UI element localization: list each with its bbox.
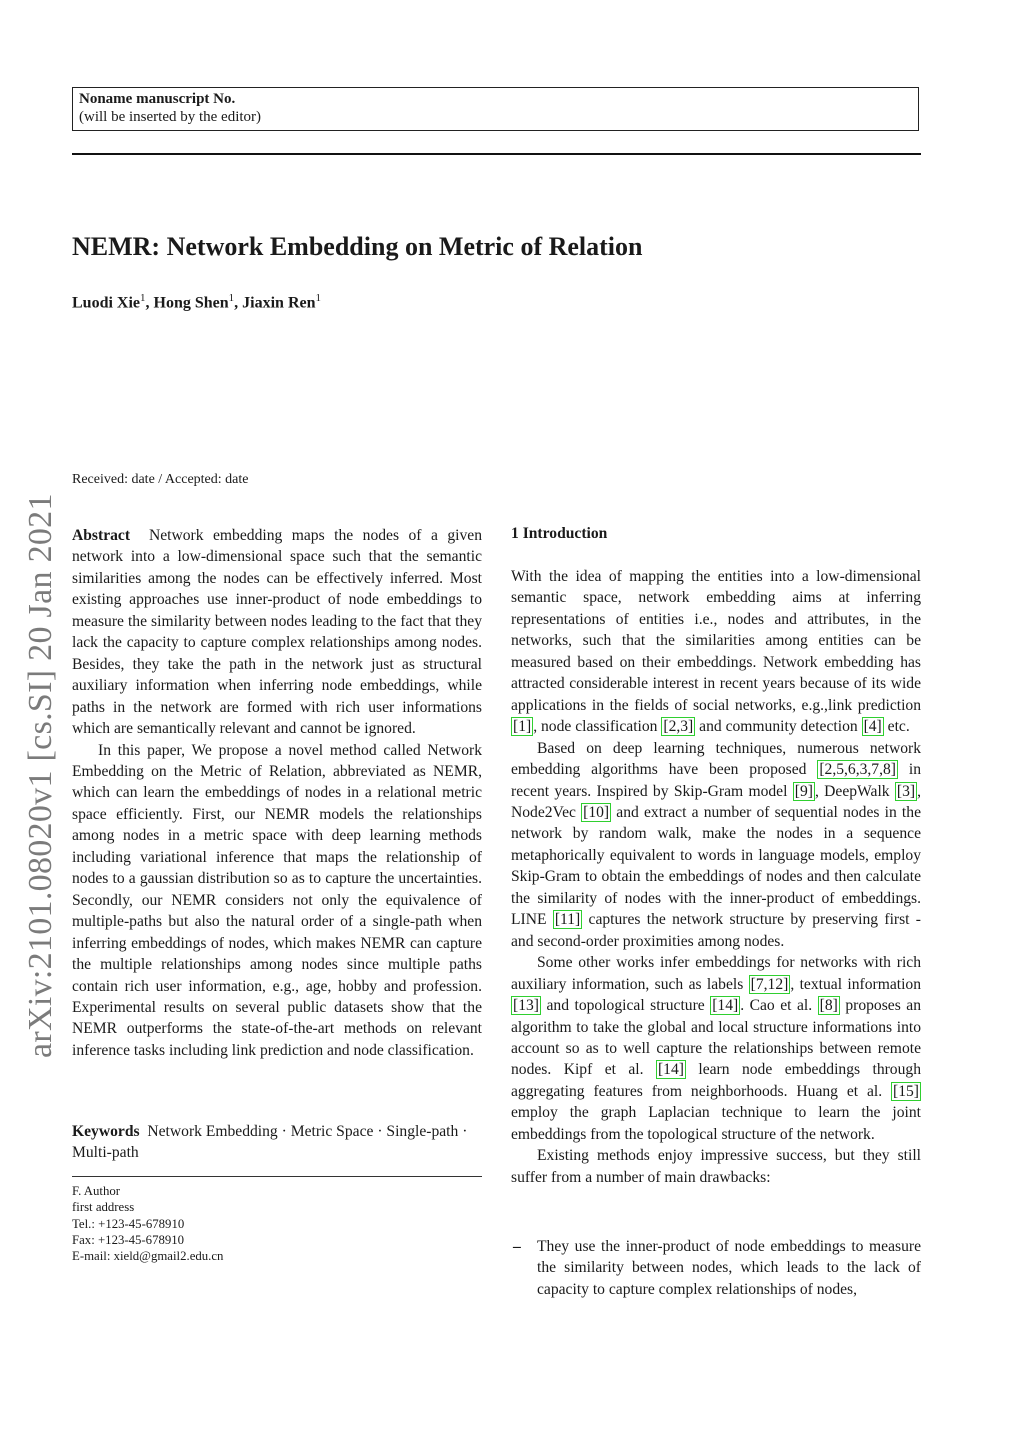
abstract-paragraph <box>72 525 482 740</box>
author-name: Hong Shen <box>153 294 229 312</box>
intro-paragraph: With the idea of mapping the entities into a low-dimensional semantic space, network embedding aims at inferring representations of entities i.e., nodes and attributes, in the networks, such that the similarities among entities can be measured based on their embeddings. Network embedding has attracted considerable interest in recent years because of its wide applications in the fields of social networks, e.g.,link prediction [1] , node classification [2,3] and community detection [4] etc. <box>511 568 921 736</box>
citation-link[interactable]: [2,5,6,3,7,8] <box>819 761 896 779</box>
editor-header-box <box>72 87 919 131</box>
footnote-tel: Tel.: +123-45-678910 <box>72 1216 185 1231</box>
editor-note: (will be inserted by the editor) <box>79 109 262 125</box>
citation-link[interactable]: [10] <box>583 803 610 821</box>
author-affiliation: 1 <box>228 292 235 304</box>
arxiv-stamp: arXiv:2101.08020v1 [cs.SI] 20 Jan 2021 <box>22 493 59 1058</box>
citation-link[interactable]: [7,12] <box>750 975 789 993</box>
author-name: Luodi Xie <box>72 294 141 312</box>
manuscript-number: Noname manuscript No. <box>79 91 236 107</box>
citation-link[interactable]: [4] <box>863 718 882 736</box>
section-heading: 1 Introduction <box>511 525 608 542</box>
footnote-rule <box>72 1176 482 1177</box>
paper-title: NEMR: Network Embedding on Metric of Relation <box>72 232 643 261</box>
keywords-label: Keywords <box>72 1123 140 1140</box>
footnote-address: first address <box>72 1200 135 1215</box>
citation-link[interactable]: [14] <box>712 997 739 1015</box>
citation-link[interactable]: [2,3] <box>663 718 694 736</box>
abstract-paragraph: In this paper, We propose a novel method called Network Embedding on the Metric of Relation, abbreviated as NEMR, which can learn the embeddings of nodes in a relational metric space efficiently. First, our NEMR models the relationships among nodes in a metric space with deep learning methods including variational inference that maps the relationship of nodes to a gaussian distribution so as to capture the uncertainties. Secondly, our NEMR considers not only the equivalence of multiple-paths but also the natural order of a single-path when inferring embeddings of nodes, which makes NEMR can capture the multiple relationships among nodes since multiple paths contain rich user information, e.g., age, hobby and profession. Experimental results on several public datasets show that the NEMR outperforms the state-of-the-art methods on relevant inference tasks including link prediction and node classification. <box>72 741 482 1059</box>
author-footnote <box>72 1183 223 1264</box>
footnote-author: F. Author <box>72 1184 121 1198</box>
abstract <box>72 525 482 1061</box>
author-affiliation: 1 <box>140 292 146 304</box>
author-list: Luodi Xie$^1$, Hong Shen$^1$, Jiaxin Ren$^1$ <box>72 292 321 312</box>
bullet-text: They use the inner-product of node embeddings to measure the similarity between nodes, which leads to the lack of capacity to capture complex relationships of nodes, <box>537 1238 921 1298</box>
intro-paragraph: Existing methods enjoy impressive success, but they still suffer from a number of main drawbacks: <box>511 1147 921 1186</box>
citation-link[interactable]: [3] <box>896 782 916 800</box>
footnote-fax: Fax: +123-45-678910 <box>72 1232 185 1247</box>
intro-paragraph: Some other works infer embeddings for networks with rich auxiliary information, such as labels [7,12] , textual information [13] and topological structure [14] . Cao et al. [8] proposes an algorithm to take the global and local structure informations into account so as to well capture the relationships between remote nodes. Kipf et al. [14] learn node embeddings through aggregating features from neighborhoods. Huang et al. [15] employ the graph Laplacian technique to learn the joint embeddings from the topological structure of the network. <box>511 954 921 1143</box>
citation-link[interactable]: [14] <box>657 1061 684 1079</box>
keywords-text: Network Embedding · Metric Space · Single-path · Multi-path <box>72 1123 468 1162</box>
citation-link[interactable]: [11] <box>554 911 581 929</box>
top-rule <box>72 153 921 155</box>
abstract-text: Network embedding maps the nodes of a given network into a low-dimensional space such that the semantic similarities among the nodes can be effectively inferred. Most existing approaches use inner-product of node embeddings to measure the similarity between nodes leading to the fact that they lack the capacity to capture complex relationships among nodes. Besides, they take the path in the network just as structural auxiliary information when inferring node embeddings, while paths in the network are formed with rich user informations which are semantically relevant and cannot be ignored. <box>72 527 482 738</box>
author-name: Jiaxin Ren <box>242 294 316 312</box>
abstract-label: Abstract <box>72 527 131 544</box>
drawback-list-item <box>511 1236 921 1300</box>
received-date: Received: date / Accepted: date <box>72 472 249 487</box>
citation-link[interactable]: [15] <box>893 1082 919 1100</box>
introduction <box>511 566 921 1188</box>
citation-link[interactable]: [9] <box>794 782 813 800</box>
citation-link[interactable]: [1] <box>513 718 532 736</box>
citation-link[interactable]: [8] <box>819 997 838 1015</box>
citation-link[interactable]: [13] <box>513 997 539 1015</box>
author-affiliation: 1 <box>315 292 321 304</box>
keywords <box>72 1121 482 1164</box>
bullet-dash: – <box>513 1238 521 1255</box>
intro-paragraph: Based on deep learning techniques, numerous network embedding algorithms have been proposed [2,5,6,3,7,8] in recent years. Inspired by Skip-Gram model [9] , DeepWalk [3] , Node2Vec [10] and extract a number of sequential nodes in the network by random walk, make the nodes in a sequence metaphorically equivalent to words in language models, employ Skip-Gram to obtain the embeddings of nodes and then calculate the similarity of nodes with the inner-product of embeddings. LINE [11] captures the network structure by preserving first - and second-order proximities among nodes. <box>511 739 921 950</box>
footnote-email: E-mail: xield@gmail2.edu.cn <box>72 1249 224 1264</box>
